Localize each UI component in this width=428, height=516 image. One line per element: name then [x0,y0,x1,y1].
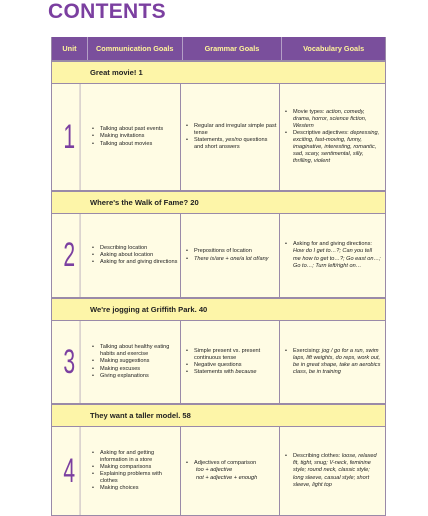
unit-3-row [52,321,385,404]
list-item [290,348,381,376]
unit-2-title: Where's the Walk of Fame? 20 [90,198,199,207]
unit-1-title-row [52,61,385,84]
grammar-text-a: Statements, [194,137,226,143]
list-item [290,109,381,130]
list-item [191,137,277,151]
unit-1-grammar [181,84,280,190]
grammar-subline: too + adjective [196,467,233,474]
grammar-text-b: because [235,369,257,376]
list-item: • Making choices [97,485,178,492]
unit-2-number: 2 [59,214,81,297]
list-item: • Regular and irregular simple past tense [191,123,277,137]
vocab-text: action, comedy, drama, horror, science fiction, Western [293,108,367,129]
grammar-text-a: Statements with [194,369,236,376]
unit-1-number: 1 [59,84,81,190]
unit-3-title: We're jogging at Griffith Park. 40 [90,305,208,314]
header-vocabulary-goals: Vocabulary Goals [303,44,365,53]
unit-3-communication [87,321,181,403]
unit-4-vocabulary [280,427,383,515]
list-item [290,130,381,165]
list-item: • Making comparisons [97,464,178,471]
unit-2-grammar [181,214,280,297]
page-title: CONTENTS [48,0,166,23]
unit-2-row [52,214,385,298]
list-item: • There is/are + one/a lot of/any [191,256,268,263]
list-item: • Making excuses [97,366,178,373]
vocab-label: Exercising: [293,347,321,354]
table-header [52,37,385,61]
list-item: • Asking for and getting information in a store [97,450,178,464]
vocab-label: Asking for and giving directions: [293,241,372,248]
list-item: • Asking for and giving directions [97,259,177,266]
list-item: • Explaining problems with clothes [97,471,178,485]
unit-4-row [52,427,385,516]
unit-3-grammar [181,321,280,403]
unit-4-communication [87,427,181,515]
grammar-subline: not + adjective + enough [196,474,258,481]
unit-2-communication [87,214,181,297]
list-item: • Talking about past events [97,126,163,133]
unit-1-title: Great movie! 1 [90,68,143,77]
list-item [191,460,257,481]
list-item: • Asking about location [97,252,177,259]
unit-4-grammar [181,427,280,515]
list-item [290,453,381,488]
grammar-line: • Adjectives of comparison [194,460,257,467]
list-item: • Simple present vs. present continuous tense [191,348,277,362]
unit-1-communication [87,84,181,190]
unit-3-number: 3 [59,321,81,403]
contents-table [51,37,386,516]
grammar-text-b: yes/no [225,137,242,143]
vocab-text: loose, relaxed fit, tight, snug; V-neck, feminine style; round neck, classic style; long sleeve, casual style; short sleeve, light top [293,453,377,488]
unit-1-row [52,84,385,191]
list-item: • Describing location [97,245,177,252]
list-item: • Talking about movies [97,141,163,148]
list-item: • Making invitations [97,133,163,140]
header-unit: Unit [52,37,88,60]
unit-2-vocabulary [280,214,383,297]
vocab-text: How do I get to…?; Can you tell me how to get to…?; Go east on…; Go to…; Turn left/right on… [293,248,381,269]
unit-4-title: They want a taller model. 58 [90,411,191,420]
list-item: • Giving explanations [97,373,178,380]
list-item [290,241,381,269]
header-communication-goals: Communication Goals [88,37,183,60]
list-item: • Prepositions of location [191,248,268,255]
unit-1-vocabulary [280,84,383,190]
list-item: • Negative questions [191,362,277,369]
vocab-text: jog / go for a run, swim laps, lift weights, do reps, work out, be in great shape, take an aerobics class, be in training [293,347,381,376]
list-item [191,369,277,376]
grammar-text-c: questions and short answers [194,137,268,151]
unit-3-vocabulary [280,321,383,403]
unit-3-title-row [52,298,385,321]
list-item: • Talking about healthy eating habits and exercise [97,344,178,358]
list-item: • Making suggestions [97,358,178,365]
unit-2-title-row [52,191,385,214]
unit-4-title-row [52,404,385,427]
unit-4-number: 4 [59,427,81,515]
vocab-label: Descriptive adjectives: [293,129,349,136]
vocab-text: depressing, exciting, fast-moving, funny, imaginative, interesting, romantic, sad, scary, sentimental, silly, thrilling, violent [293,129,380,165]
vocab-label: Movie types: [293,108,325,115]
header-grammar-goals: Grammar Goals [183,37,283,60]
vocab-label: Describing clothes: [293,453,341,460]
